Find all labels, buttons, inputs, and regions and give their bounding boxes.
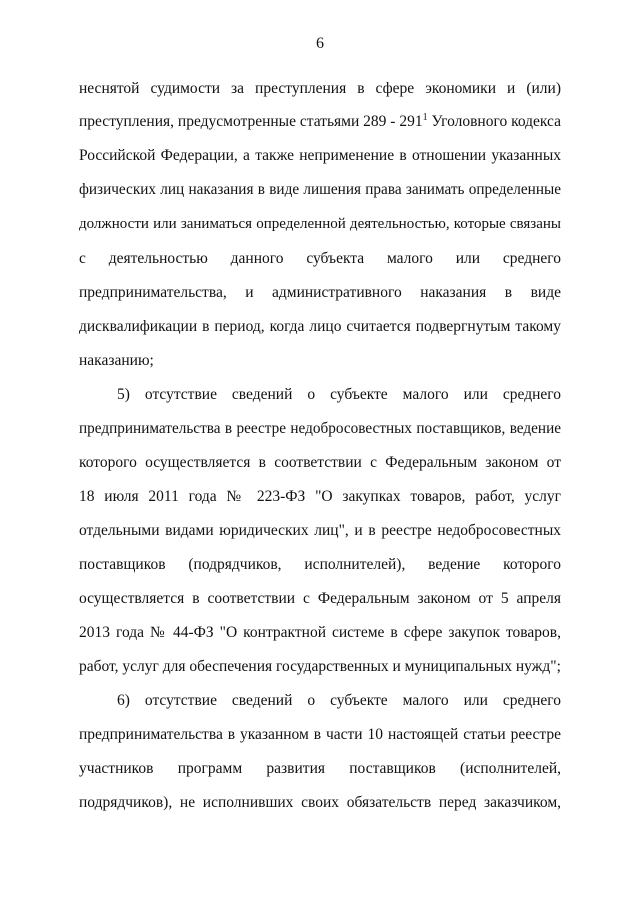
- text-line-4: физических лиц наказания в виде лишения права занимать определенные: [79, 181, 561, 198]
- text-line-17: 2013 года № 44-ФЗ "О контрактной системе в сфере закупок товаров,: [79, 624, 561, 641]
- text-line-13: 18 июля 2011 года № 223-ФЗ "О закупках товаров, работ, услуг: [79, 488, 561, 505]
- text-line-2-main: преступления, предусмотренные статьями 289 - 291: [79, 113, 423, 130]
- text-line-15: поставщиков (подрядчиков, исполнителей), ведение которого: [79, 556, 561, 573]
- text-line-8: дисквалификации в период, когда лицо считается подвергнутым такому: [79, 318, 561, 335]
- text-line-3: Российской Федерации, а также неприменение в отношении указанных: [79, 147, 561, 164]
- text-line-20: предпринимательства в указанном в части 10 настоящей статьи реестре: [79, 726, 561, 743]
- text-line-12: которого осуществляется в соответствии с Федеральным законом от: [79, 454, 561, 471]
- text-line-22: подрядчиков), не исполнивших своих обязательств перед заказчиком,: [79, 794, 561, 811]
- text-line-19: 6) отсутствие сведений о субъекте малого или среднего: [117, 692, 561, 709]
- page-number: 6: [316, 35, 324, 52]
- text-line-1: неснятой судимости за преступления в сфере экономики и (или): [79, 80, 561, 97]
- text-line-9: наказанию;: [79, 352, 154, 369]
- text-line-5: должности или заниматься определенной деятельностью, которые связаны: [79, 216, 561, 232]
- text-line-7: предпринимательства, и административного наказания в виде: [79, 284, 561, 301]
- text-line-18: работ, услуг для обеспечения государственных и муниципальных нужд";: [79, 658, 561, 675]
- text-line-10: 5) отсутствие сведений о субъекте малого или среднего: [117, 386, 561, 403]
- footnote-superscript: 1: [422, 112, 428, 123]
- text-line-11: предпринимательства в реестре недобросовестных поставщиков, ведение: [79, 420, 561, 437]
- text-line-16: осуществляется в соответствии с Федеральным законом от 5 апреля: [79, 590, 561, 607]
- text-line-21: участников программ развития поставщиков (исполнителей,: [79, 760, 561, 777]
- text-line-6: с деятельностью данного субъекта малого или среднего: [79, 250, 561, 267]
- text-line-2: [79, 112, 561, 132]
- text-line-2-tail: Уголовного кодекса: [427, 113, 561, 130]
- text-line-14: отдельными видами юридических лиц", и в реестре недобросовестных: [79, 522, 561, 539]
